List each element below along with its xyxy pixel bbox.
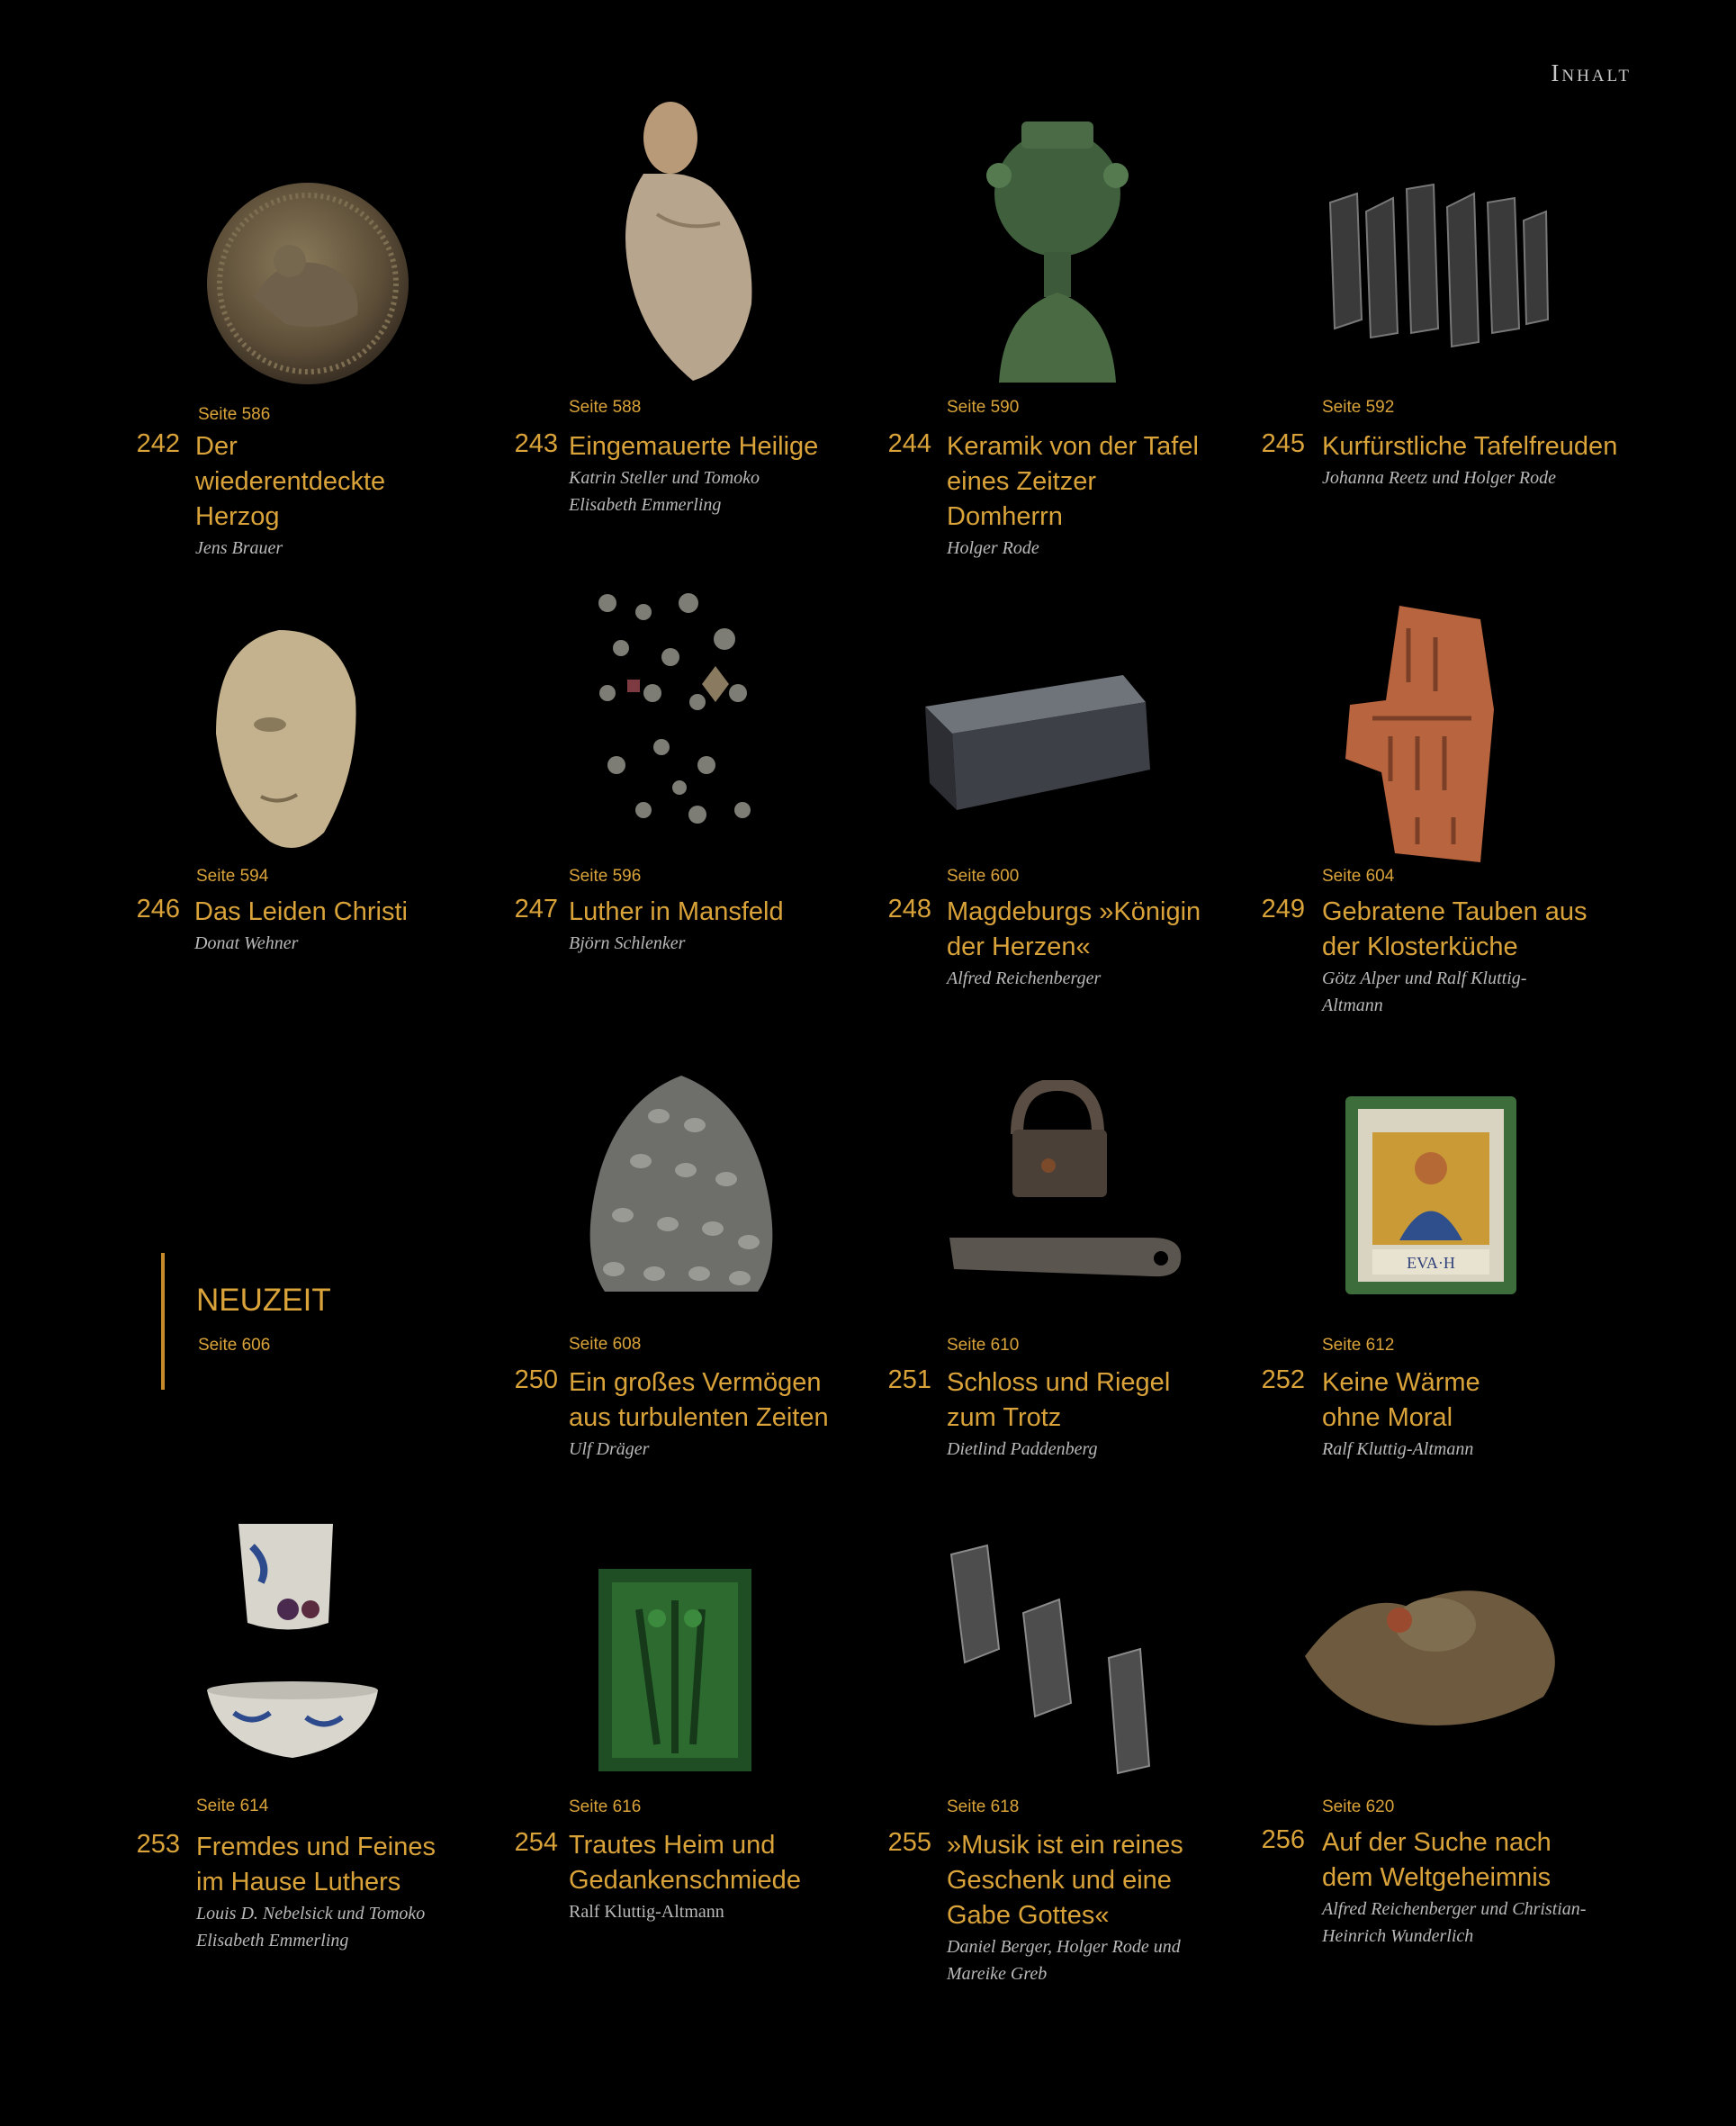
seite-label: Seite 614	[196, 1797, 269, 1815]
entry-title[interactable]	[1322, 1825, 1646, 1950]
svg-text:EVA·H: EVA·H	[1407, 1254, 1455, 1272]
seite-label: Seite 588	[569, 398, 642, 417]
entry-title-text[interactable]: »Musik ist ein reines Geschenk und eine Gabe Gottes«	[947, 1831, 1183, 1930]
seite-label: Seite 590	[947, 398, 1020, 417]
entry-title[interactable]	[947, 429, 1271, 562]
entry-title-text[interactable]: Das Leiden Christi	[194, 897, 408, 926]
entry-author: Ralf Kluttig-Altmann	[569, 1902, 724, 1922]
entry-author: Björn Schlenker	[569, 933, 686, 953]
entry-author: Alfred Reichenberger	[947, 968, 1102, 988]
entry-title[interactable]	[947, 895, 1271, 992]
seite-label: Seite 600	[947, 867, 1020, 886]
coin-hoard-image	[578, 1071, 785, 1296]
section-seite: Seite 606	[198, 1336, 271, 1355]
entry-number: 253	[136, 1830, 180, 1859]
entry-title-text[interactable]: Keine Wärme ohne Moral	[1322, 1368, 1480, 1432]
entry-number: 255	[887, 1828, 931, 1857]
section-divider	[161, 1253, 165, 1390]
seite-label: Seite 616	[569, 1797, 642, 1816]
organ-pipe-fragments-image	[947, 1541, 1172, 1775]
seite-label: Seite 596	[569, 867, 642, 886]
entry-author: Dietlind Paddenberg	[947, 1439, 1098, 1459]
death-mask-image	[207, 626, 364, 860]
terracotta-mould-image	[1336, 601, 1507, 862]
entry-number: 248	[887, 895, 931, 923]
entry-title-text[interactable]: Fremdes und Feines im Hause Luthers	[196, 1833, 436, 1896]
entry-title-text[interactable]: Ein großes Vermögen aus turbulenten Zeiten	[569, 1368, 829, 1432]
entry-number: 247	[514, 895, 558, 923]
green-ceramic-vase-image	[967, 113, 1147, 392]
entry-author: Holger Rode	[947, 538, 1039, 558]
seite-label: Seite 594	[196, 867, 269, 886]
entry-title[interactable]	[196, 1830, 520, 1954]
green-stove-tile-image	[594, 1564, 756, 1776]
seite-label: Seite 618	[947, 1797, 1020, 1816]
entry-title-text[interactable]: Schloss und Riegel zum Trotz	[947, 1368, 1171, 1432]
page-header: Inhalt	[1551, 59, 1632, 86]
entry-author: Johanna Reetz und Holger Rode	[1322, 468, 1556, 488]
seite-label: Seite 610	[947, 1336, 1020, 1355]
entry-author: Donat Wehner	[194, 933, 299, 953]
entry-title-text[interactable]: Eingemauerte Heilige	[569, 432, 819, 461]
entry-title[interactable]	[569, 429, 893, 518]
entry-title[interactable]	[569, 895, 893, 957]
seite-label: Seite 612	[1322, 1336, 1395, 1355]
entry-number: 243	[514, 429, 558, 458]
entry-author: Götz Alper und Ralf Kluttig-Altmann	[1322, 968, 1527, 1015]
entry-number: 249	[1261, 895, 1305, 923]
entry-number: 254	[514, 1828, 558, 1857]
stove-tile-image	[1345, 1096, 1516, 1294]
ceramic-vessel-image	[1300, 1571, 1566, 1733]
entry-title[interactable]	[569, 1365, 893, 1463]
entry-number: 246	[136, 895, 180, 923]
entry-title-text[interactable]: Keramik von der Tafel eines Zeitzer Domherrn	[947, 432, 1199, 531]
entry-title-text[interactable]: Magdeburgs »Königin der Herzen«	[947, 897, 1201, 961]
section-title[interactable]: NEUZEIT	[196, 1283, 331, 1318]
entry-title-text[interactable]: Luther in Mansfeld	[569, 897, 784, 926]
entry-author: Alfred Reichenberger und Christian-Heinrich Wunderlich	[1322, 1899, 1587, 1946]
entry-author: Jens Brauer	[195, 538, 283, 558]
entry-author: Louis D. Nebelsick und Tomoko Elisabeth Emmerling	[196, 1904, 426, 1950]
entry-title-text[interactable]: Gebratene Tauben aus der Klosterküche	[1322, 897, 1588, 961]
entry-title[interactable]	[1322, 1365, 1646, 1463]
metal-ornaments-image	[589, 585, 760, 837]
entry-title-text[interactable]: Trautes Heim und Gedankenschmiede	[569, 1831, 801, 1895]
entry-number: 251	[887, 1365, 931, 1394]
entry-title[interactable]	[194, 895, 518, 957]
entry-title[interactable]	[195, 429, 519, 562]
seite-label: Seite 592	[1322, 398, 1395, 417]
lock-and-bolt-image	[945, 1080, 1188, 1287]
seite-label: Seite 620	[1322, 1797, 1395, 1816]
entry-title[interactable]	[1322, 895, 1646, 1019]
seite-label: Seite 586	[198, 405, 271, 424]
entry-title[interactable]	[1322, 429, 1646, 491]
entry-author: Ralf Kluttig-Altmann	[1322, 1439, 1474, 1459]
entry-title[interactable]	[569, 1828, 893, 1925]
entry-author: Ulf Dräger	[569, 1439, 650, 1459]
entry-title-text[interactable]: Kurfürstliche Tafelfreuden	[1322, 432, 1618, 461]
entry-number: 256	[1261, 1825, 1305, 1854]
saint-bust-image	[594, 97, 774, 385]
entry-number: 245	[1261, 429, 1305, 458]
entry-title[interactable]	[947, 1828, 1271, 1987]
entry-author: Daniel Berger, Holger Rode und Mareike Greb	[947, 1937, 1181, 1984]
metal-box-image	[916, 671, 1155, 815]
porcelain-cup-bowl-image	[198, 1519, 387, 1771]
glass-fragments-image	[1321, 176, 1555, 351]
entry-number: 242	[136, 429, 180, 458]
seite-label: Seite 608	[569, 1335, 642, 1354]
entry-number: 250	[514, 1365, 558, 1394]
seal-medallion-image	[200, 180, 416, 387]
entry-title-text[interactable]: Der wiederentdeckte Herzog	[195, 432, 386, 531]
entry-author: Katrin Steller und Tomoko Elisabeth Emmerling	[569, 468, 760, 515]
seite-label: Seite 604	[1322, 867, 1395, 886]
entry-number: 244	[887, 429, 931, 458]
entry-number: 252	[1261, 1365, 1305, 1394]
entry-title-text[interactable]: Auf der Suche nach dem Weltgeheimnis	[1322, 1828, 1552, 1892]
entry-title[interactable]	[947, 1365, 1271, 1463]
